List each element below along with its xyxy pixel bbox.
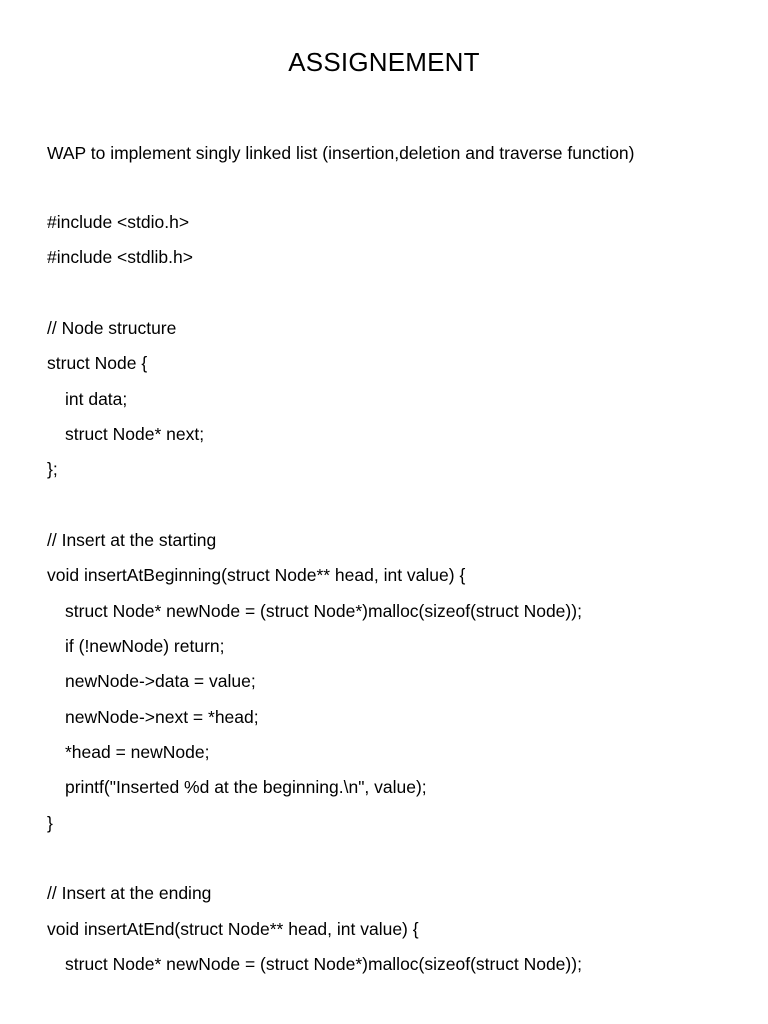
code-line: struct Node* newNode = (struct Node*)malloc(sizeof(struct Node)); (65, 953, 582, 974)
code-line: if (!newNode) return; (65, 635, 225, 656)
page-title: ASSIGNEMENT (288, 47, 480, 77)
code-line: newNode->next = *head; (65, 706, 259, 727)
code-line: } (47, 812, 53, 833)
code-line: void insertAtBeginning(struct Node** head, int value) { (47, 565, 466, 586)
blank-line (47, 279, 747, 314)
code-line: newNode->data = value; (65, 671, 256, 692)
blank-line (47, 491, 747, 526)
code-line: }; (47, 459, 58, 480)
code-line: #include <stdlib.h> (47, 247, 193, 268)
blank-line (47, 844, 747, 879)
code-line: #include <stdio.h> (47, 212, 190, 232)
code-line: // Insert at the starting (47, 529, 217, 550)
code-line: printf("Inserted %d at the beginning.\n", value); (65, 777, 427, 798)
code-line: // Node structure (47, 317, 177, 338)
task-description: WAP to implement singly linked list (insertion,deletion and traverse function) (47, 143, 635, 163)
code-line: struct Node { (47, 353, 148, 374)
code-line: *head = newNode; (65, 741, 210, 762)
code-line: // Insert at the ending (47, 883, 212, 904)
code-line: int data; (65, 388, 128, 409)
code-line: struct Node* newNode = (struct Node*)malloc(sizeof(struct Node)); (65, 600, 582, 621)
code-line: struct Node* next; (65, 423, 205, 444)
code-block (47, 208, 747, 985)
code-line: void insertAtEnd(struct Node** head, int value) { (47, 918, 419, 939)
